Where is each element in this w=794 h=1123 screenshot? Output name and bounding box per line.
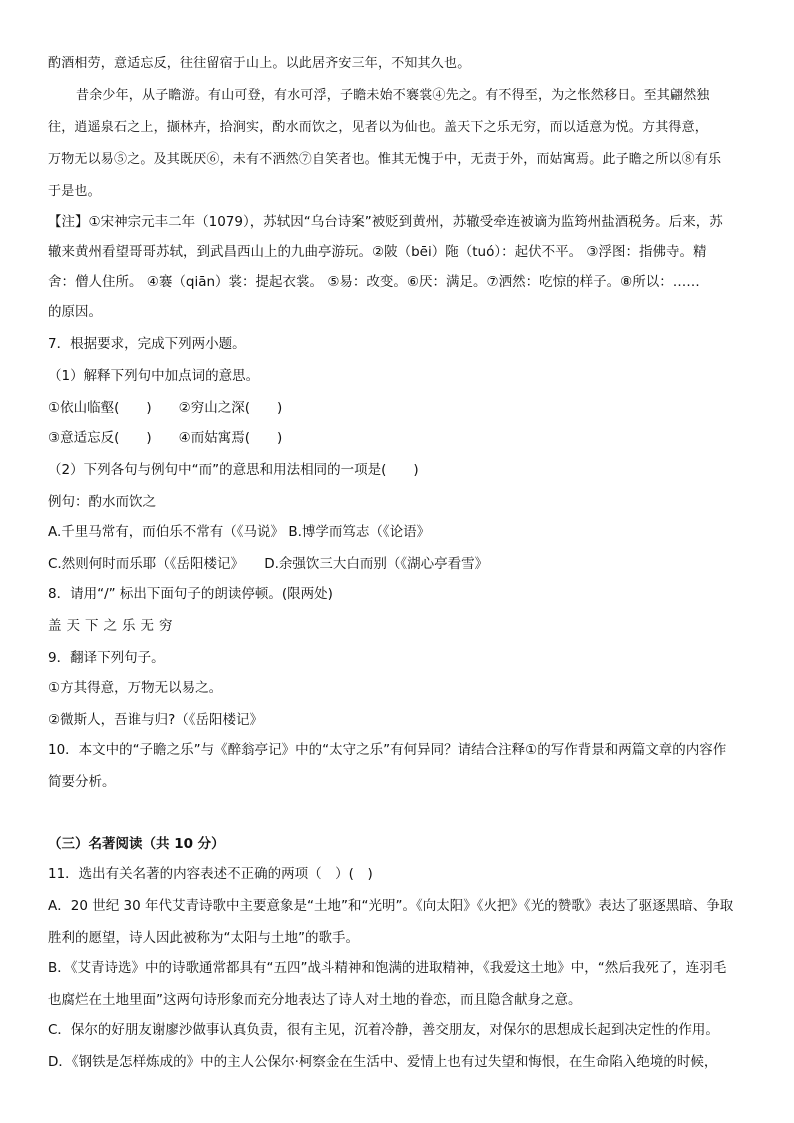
passage-line-4: 万物无以易⑤之。及其既厌⑥，未有不洒然⑦自笑者也。惟其无愧于中，无责于外，而姑寓焉。此子瞻之所以⑧有乐 <box>48 152 722 167</box>
question-11: 11．选出有关名著的内容表述不正确的两项（ ）( ) <box>48 866 373 882</box>
passage-line-1: 酌酒相劳，意适忘反，往往留宿于山上。以此居齐安三年，不知其久也。 <box>48 56 471 71</box>
note-line-4: 的原因。 <box>48 304 102 320</box>
question-7-1-b: ③意适忘反( ) ④而姑寓焉( ) <box>48 430 283 446</box>
option-c-line-1: C．保尔的好朋友谢廖沙做事认真负责，很有主见，沉着冷静，善交朋友，对保尔的思想成长起到决定性的作用。 <box>48 1022 719 1038</box>
option-d-line-1: D．《钢铁是怎样炼成的》中的主人公保尔·柯察金在生活中、爱情上也有过失望和悔恨，在生命陷入绝境的时候， <box>48 1054 718 1070</box>
option-a-line-2: 胜利的愿望，诗人因此被称为“太阳与土地”的歌手。 <box>48 930 359 946</box>
question-7-2-example: 例句：酌水而饮之 <box>48 494 156 510</box>
question-9-2: ②微斯人，吾谁与归?（《岳阳楼记》 <box>48 712 264 728</box>
section-3-heading: （三）名著阅读（共 10 分） <box>48 836 225 852</box>
note-line-3: 舍：僧人住所。 ④褰（qiān）裳：提起衣裳。 ⑤易：改变。⑥厌：满足。⑦洒然：吃惊的样子。⑧所以：…… <box>48 274 700 290</box>
question-10-line-2: 简要分析。 <box>48 774 116 790</box>
note-line-1: 【注】①宋神宗元丰二年（1079），苏轼因“乌台诗案”被贬到黄州，苏辙受牵连被谪为监筠州盐酒税务。后来，苏 <box>48 214 723 230</box>
question-9-1: ①方其得意，万物无以易之。 <box>48 680 223 696</box>
option-b-line-2: 也腐烂在土地里面”这两句诗形象而充分地表达了诗人对土地的眷恋，而且隐含献身之意。 <box>48 992 582 1008</box>
note-line-2: 辙来黄州看望哥哥苏轼，到武昌西山上的九曲亭游玩。②陂（bēi）陁（tuó）：起伏不平。 ③浮图：指佛寺。精 <box>48 244 707 260</box>
question-8-sentence: 盖天下之乐无穷 <box>48 618 178 634</box>
question-8: 8．请用“/” 标出下面句子的朗读停顿。(限两处) <box>48 586 333 602</box>
question-7: 7．根据要求，完成下列两小题。 <box>48 336 246 352</box>
question-7-2-options-cd: C.然则何时而乐耶（《岳阳楼记》 D.余强饮三大白而别（《湖心亭看雪》 <box>48 556 489 572</box>
question-7-1: （1）解释下列句中加点词的意思。 <box>48 368 260 384</box>
option-a-line-1: A．20 世纪 30 年代艾青诗歌中主要意象是“土地”和“光明”。《向太阳》《火把》《光的赞歌》表达了驱逐黑暗、争取 <box>48 898 734 914</box>
question-10-line-1: 10．本文中的“子瞻之乐”与《醉翁亭记》中的“太守之乐”有何异同？请结合注释①的写作背景和两篇文章的内容作 <box>48 742 727 758</box>
passage-line-3: 往，逍遥泉石之上，撷林卉，拾涧实，酌水而饮之，见者以为仙也。盖天下之乐无穷，而以适意为悦。方其得意， <box>48 120 709 135</box>
passage-line-5: 于是也。 <box>48 184 101 199</box>
option-b-line-1: B．《艾青诗选》中的诗歌通常都具有“五四”战斗精神和饱满的进取精神，《我爱这土地》中，“然后我死了，连羽毛 <box>48 960 727 976</box>
question-7-1-a: ①依山临壑( ) ②穷山之深( ) <box>48 400 283 416</box>
question-9: 9．翻译下列句子。 <box>48 650 165 666</box>
passage-line-2: 昔余少年，从子瞻游。有山可登，有水可浮，子瞻未始不褰裳④先之。有不得至，为之怅然移日。至其翩然独 <box>76 88 710 103</box>
question-7-2: （2）下列各句与例句中“而”的意思和用法相同的一项是( ) <box>48 462 419 478</box>
question-7-2-options-ab: A.千里马常有，而伯乐不常有（《马说》 B.博学而笃志（《论语》 <box>48 524 431 540</box>
